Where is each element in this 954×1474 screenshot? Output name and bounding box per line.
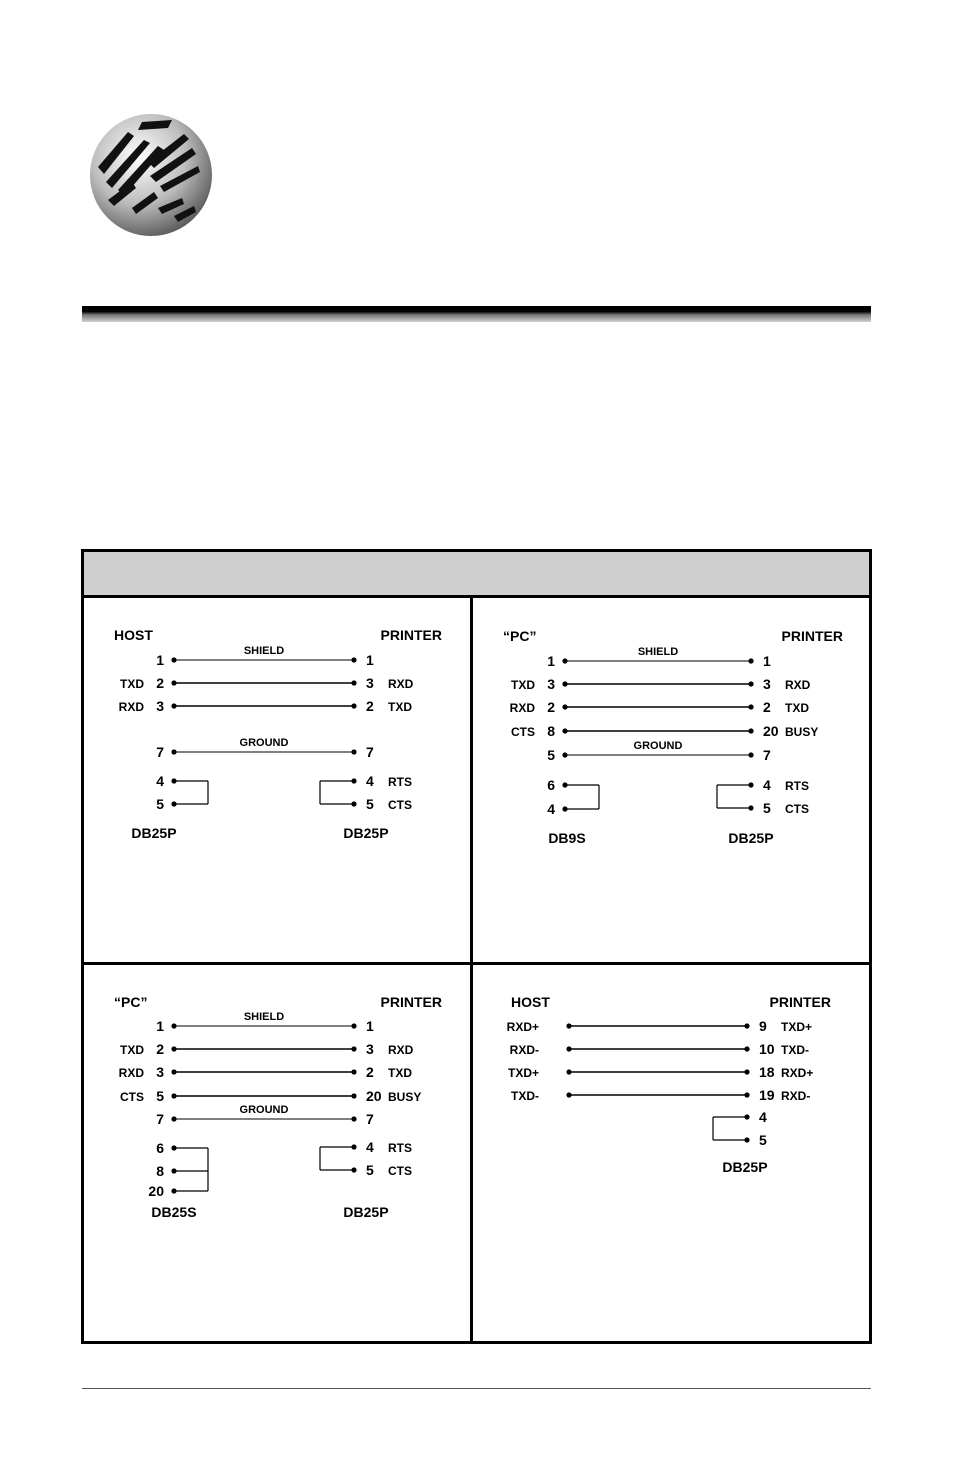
right-side-title: PRINTER xyxy=(380,994,442,1010)
pinout-panel-pc-db9 xyxy=(473,598,869,962)
jumper-pin-number: 4 xyxy=(547,801,555,817)
right-signal-label: RXD xyxy=(388,677,414,691)
jumper-pin-number: 5 xyxy=(763,800,771,816)
right-pin-number: 2 xyxy=(366,698,374,714)
jumper-signal-label: RTS xyxy=(388,1141,412,1155)
jumper-pin-number: 4 xyxy=(156,773,164,789)
pin-dot xyxy=(171,703,176,708)
wire xyxy=(156,1011,374,1034)
pin-dot xyxy=(748,728,753,733)
wire xyxy=(507,1018,812,1034)
jumper-signal-label: RTS xyxy=(785,779,809,793)
right-pin-number: 19 xyxy=(759,1087,775,1103)
jumper-pin-number: 5 xyxy=(759,1132,767,1148)
left-pin-number: 8 xyxy=(547,723,555,739)
left-signal-label: TXD xyxy=(120,1043,144,1057)
right-pin-number: 3 xyxy=(366,675,374,691)
right-signal-label: TXD xyxy=(388,700,412,714)
right-pin-number: 2 xyxy=(763,699,771,715)
left-pin-number: 3 xyxy=(156,1064,164,1080)
pin-dot xyxy=(562,658,567,663)
left-signal-label: CTS xyxy=(120,1090,144,1104)
left-signal-label: TXD xyxy=(511,678,535,692)
pin-dot xyxy=(171,680,176,685)
wire-label: SHIELD xyxy=(637,646,679,658)
right-jumper xyxy=(713,1109,767,1148)
jumper-signal-label: CTS xyxy=(388,798,412,812)
right-signal-label: BUSY xyxy=(388,1090,422,1104)
pin-dot xyxy=(562,752,567,757)
pin-dot xyxy=(171,749,176,754)
wiring-diagram xyxy=(473,598,869,962)
wire xyxy=(511,676,811,692)
pin-dot xyxy=(748,704,753,709)
left-signal-label: TXD xyxy=(120,677,144,691)
pin-dot xyxy=(744,1023,749,1028)
right-connector-label: DB25P xyxy=(343,825,389,841)
right-signal-label: TXD- xyxy=(781,1043,809,1057)
left-signal-label: RXD- xyxy=(509,1043,539,1057)
left-signal-label: RXD xyxy=(118,700,144,714)
left-pin-number: 2 xyxy=(156,1041,164,1057)
right-signal-label: TXD+ xyxy=(781,1020,813,1034)
pin-dot xyxy=(566,1023,571,1028)
left-signal-label: TXD+ xyxy=(507,1066,539,1080)
left-jumper xyxy=(148,1140,208,1199)
right-pin-number: 18 xyxy=(759,1064,775,1080)
right-pin-number: 3 xyxy=(763,676,771,692)
pin-dot xyxy=(351,1093,356,1098)
right-side-title: PRINTER xyxy=(769,994,831,1010)
title-rule xyxy=(82,306,871,322)
wire xyxy=(511,1087,810,1103)
wire xyxy=(510,699,810,715)
left-pin-number: 3 xyxy=(156,698,164,714)
wiring-diagram xyxy=(473,965,869,1341)
wire xyxy=(156,645,374,668)
pin-dot xyxy=(566,1069,571,1074)
right-connector-label: DB25P xyxy=(722,1159,768,1175)
wire xyxy=(119,1064,413,1080)
jumper-pin-number: 4 xyxy=(759,1109,767,1125)
pin-dot xyxy=(171,1093,176,1098)
left-pin-number: 5 xyxy=(547,747,555,763)
pin-dot xyxy=(351,680,356,685)
right-pin-number: 1 xyxy=(763,653,771,669)
left-signal-label: RXD xyxy=(509,701,535,715)
jumper-signal-label: CTS xyxy=(388,1164,412,1178)
globe-logo xyxy=(88,112,214,238)
wiring-diagram xyxy=(84,965,470,1341)
wire xyxy=(156,1104,374,1127)
pin-dot xyxy=(562,728,567,733)
pin-dot xyxy=(171,1023,176,1028)
wire xyxy=(547,646,771,669)
right-jumper xyxy=(320,773,412,812)
pin-dot xyxy=(351,749,356,754)
left-jumper xyxy=(547,777,599,817)
right-pin-number: 2 xyxy=(366,1064,374,1080)
left-pin-number: 1 xyxy=(547,653,555,669)
jumper-pin-number: 5 xyxy=(366,796,374,812)
wire xyxy=(119,698,413,714)
jumper-pin-number: 5 xyxy=(156,796,164,812)
left-side-title: “PC” xyxy=(503,628,537,644)
pin-dot xyxy=(748,658,753,663)
pinout-panel-host-db25 xyxy=(84,598,470,962)
wiring-diagram xyxy=(84,598,470,962)
table-header xyxy=(84,552,869,598)
left-pin-number: 1 xyxy=(156,1018,164,1034)
pin-dot xyxy=(171,657,176,662)
right-signal-label: RXD xyxy=(388,1043,414,1057)
jumper-signal-label: CTS xyxy=(785,802,809,816)
wire-label: SHIELD xyxy=(243,645,285,657)
pin-dot xyxy=(748,752,753,757)
left-jumper xyxy=(156,773,208,812)
pin-dot xyxy=(744,1069,749,1074)
left-pin-number: 2 xyxy=(156,675,164,691)
right-pin-number: 20 xyxy=(366,1088,382,1104)
left-pin-number: 5 xyxy=(156,1088,164,1104)
jumper-pin-number: 6 xyxy=(156,1140,164,1156)
left-pin-number: 7 xyxy=(156,1111,164,1127)
jumper-pin-number: 8 xyxy=(156,1163,164,1179)
left-signal-label: CTS xyxy=(511,725,535,739)
right-pin-number: 1 xyxy=(366,1018,374,1034)
right-signal-label: TXD xyxy=(388,1066,412,1080)
right-signal-label: RXD- xyxy=(781,1089,811,1103)
left-pin-number: 1 xyxy=(156,652,164,668)
pin-dot xyxy=(351,1116,356,1121)
pinout-table xyxy=(81,549,872,1344)
wire xyxy=(120,1088,421,1104)
right-pin-number: 7 xyxy=(366,744,374,760)
right-signal-label: TXD xyxy=(785,701,809,715)
pinout-panel-pc-db25 xyxy=(84,965,470,1341)
left-connector-label: DB25P xyxy=(131,825,177,841)
wire xyxy=(156,737,374,760)
pin-dot xyxy=(351,703,356,708)
right-connector-label: DB25P xyxy=(728,830,774,846)
right-side-title: PRINTER xyxy=(781,628,843,644)
right-signal-label: RXD xyxy=(785,678,811,692)
jumper-pin-number: 5 xyxy=(366,1162,374,1178)
pin-dot xyxy=(744,1046,749,1051)
wire xyxy=(120,1041,414,1057)
pin-dot xyxy=(562,704,567,709)
left-side-title: HOST xyxy=(114,627,153,643)
right-signal-label: BUSY xyxy=(785,725,819,739)
wire xyxy=(547,740,771,763)
jumper-pin-number: 20 xyxy=(148,1183,164,1199)
right-jumper xyxy=(320,1139,412,1178)
left-signal-label: TXD- xyxy=(511,1089,539,1103)
footer-rule xyxy=(82,1388,871,1389)
pin-dot xyxy=(566,1046,571,1051)
wire-label: GROUND xyxy=(633,740,683,752)
right-pin-number: 10 xyxy=(759,1041,775,1057)
left-pin-number: 2 xyxy=(547,699,555,715)
right-signal-label: RXD+ xyxy=(781,1066,814,1080)
pin-dot xyxy=(744,1092,749,1097)
jumper-pin-number: 4 xyxy=(366,1139,374,1155)
pin-dot xyxy=(748,681,753,686)
pin-dot xyxy=(171,1069,176,1074)
right-pin-number: 9 xyxy=(759,1018,767,1034)
wire-label: GROUND xyxy=(239,737,289,749)
pin-dot xyxy=(566,1092,571,1097)
wire-label: GROUND xyxy=(239,1104,289,1116)
wire xyxy=(510,1041,809,1057)
right-pin-number: 20 xyxy=(763,723,779,739)
pin-dot xyxy=(171,1116,176,1121)
jumper-pin-number: 6 xyxy=(547,777,555,793)
pin-dot xyxy=(351,1069,356,1074)
left-pin-number: 3 xyxy=(547,676,555,692)
pinout-panel-rs422 xyxy=(473,965,869,1341)
left-connector-label: DB9S xyxy=(548,830,586,846)
right-pin-number: 1 xyxy=(366,652,374,668)
left-side-title: HOST xyxy=(511,994,550,1010)
left-connector-label: DB25S xyxy=(151,1204,197,1220)
pin-dot xyxy=(171,1046,176,1051)
right-jumper xyxy=(717,777,809,816)
pin-dot xyxy=(351,1023,356,1028)
jumper-pin-number: 4 xyxy=(763,777,771,793)
right-pin-number: 7 xyxy=(366,1111,374,1127)
right-pin-number: 3 xyxy=(366,1041,374,1057)
pin-dot xyxy=(351,1046,356,1051)
pin-dot xyxy=(562,681,567,686)
pin-dot xyxy=(351,657,356,662)
wire-label: SHIELD xyxy=(243,1011,285,1023)
right-connector-label: DB25P xyxy=(343,1204,389,1220)
wire xyxy=(511,723,818,739)
jumper-pin-number: 4 xyxy=(366,773,374,789)
wire xyxy=(120,675,414,691)
right-side-title: PRINTER xyxy=(380,627,442,643)
left-signal-label: RXD xyxy=(118,1066,144,1080)
wire xyxy=(508,1064,813,1080)
left-side-title: “PC” xyxy=(114,994,148,1010)
jumper-signal-label: RTS xyxy=(388,775,412,789)
left-pin-number: 7 xyxy=(156,744,164,760)
left-signal-label: RXD+ xyxy=(506,1020,539,1034)
right-pin-number: 7 xyxy=(763,747,771,763)
